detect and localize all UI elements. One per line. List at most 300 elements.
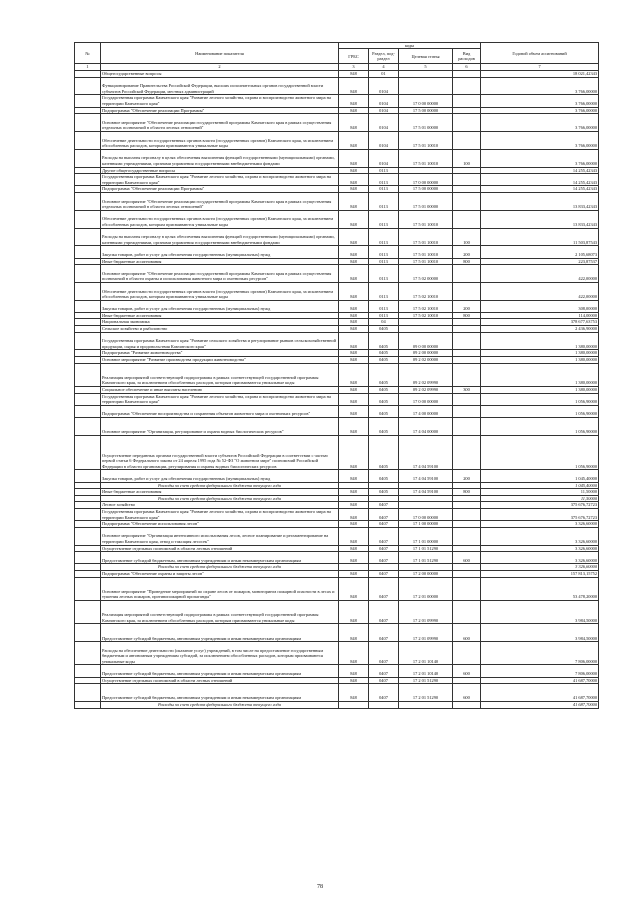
row-razdel-cell: 0407 bbox=[369, 665, 399, 677]
row-name-cell: Предоставление субсидий бюджетным, автономным учреждениям и иным некоммерческим организациям bbox=[101, 665, 339, 677]
row-vid-cell: 600 bbox=[453, 624, 481, 642]
row-number-cell bbox=[75, 357, 101, 364]
header-amount: Годовой объем ассигнований bbox=[481, 43, 599, 64]
row-grbs-cell: 848 bbox=[339, 107, 369, 114]
row-razdel-cell: 0104 bbox=[369, 77, 399, 95]
table-row bbox=[75, 300, 599, 312]
row-vid-cell: 600 bbox=[453, 552, 481, 564]
row-amount-cell: 1 380,00000 bbox=[481, 363, 599, 386]
row-vid-cell bbox=[453, 77, 481, 95]
row-amount-cell: 7 806,00000 bbox=[481, 642, 599, 665]
row-csr-cell: 17 5 02 10010 bbox=[399, 300, 453, 312]
row-grbs-cell: 848 bbox=[339, 258, 369, 265]
row-razdel-cell: 0104 bbox=[369, 107, 399, 114]
row-grbs-cell: 848 bbox=[339, 577, 369, 600]
row-razdel-cell: 0407 bbox=[369, 624, 399, 642]
table-row bbox=[75, 470, 599, 482]
row-csr-cell: 17 1 00 00000 bbox=[399, 521, 453, 528]
row-razdel-cell: 0407 bbox=[369, 508, 399, 520]
table-row bbox=[75, 570, 599, 577]
row-number-cell bbox=[75, 502, 101, 509]
row-razdel-cell: 0405 bbox=[369, 393, 399, 405]
row-number-cell bbox=[75, 282, 101, 300]
row-csr-cell: 17 2 00 00000 bbox=[399, 570, 453, 577]
row-razdel-cell: 0405 bbox=[369, 418, 399, 436]
row-vid-cell bbox=[453, 482, 481, 489]
row-amount-cell: 14 255,42343 bbox=[481, 186, 599, 193]
row-amount-cell: 3 766,00000 bbox=[481, 131, 599, 149]
row-razdel-cell: 01 bbox=[369, 71, 399, 78]
row-number-cell bbox=[75, 521, 101, 528]
row-razdel-cell: 0407 bbox=[369, 570, 399, 577]
row-csr-cell: 17 2 01 00000 bbox=[399, 577, 453, 600]
row-amount-cell: 13 833,42343 bbox=[481, 210, 599, 228]
index-cell: 6 bbox=[453, 64, 481, 71]
table-row bbox=[75, 489, 599, 496]
row-csr-cell: 17 1 01 51290 bbox=[399, 545, 453, 552]
row-vid-cell bbox=[453, 210, 481, 228]
row-csr-cell: 17 5 01 00000 bbox=[399, 114, 453, 132]
row-razdel-cell bbox=[369, 482, 399, 489]
row-name-cell: Осуществление отдельных полномочий в области лесных отношений bbox=[101, 545, 339, 552]
row-amount-cell: 11,50000 bbox=[481, 489, 599, 496]
row-number-cell bbox=[75, 552, 101, 564]
row-csr-cell bbox=[399, 502, 453, 509]
row-number-cell bbox=[75, 77, 101, 95]
row-grbs-cell: 848 bbox=[339, 527, 369, 545]
row-grbs-cell: 848 bbox=[339, 418, 369, 436]
header-row-1 bbox=[75, 43, 599, 49]
row-razdel-cell: 0113 bbox=[369, 312, 399, 319]
row-grbs-cell: 848 bbox=[339, 393, 369, 405]
row-vid-cell bbox=[453, 393, 481, 405]
row-number-cell bbox=[75, 545, 101, 552]
table-row bbox=[75, 228, 599, 246]
row-name-cell: Национальная экономика bbox=[101, 319, 339, 326]
row-grbs-cell: 848 bbox=[339, 489, 369, 496]
row-amount-cell: 1 380,00000 bbox=[481, 357, 599, 364]
row-razdel-cell: 0405 bbox=[369, 350, 399, 357]
row-csr-cell: 17 0 00 00000 bbox=[399, 393, 453, 405]
row-csr-cell: 17 2 01 09990 bbox=[399, 624, 453, 642]
page-number: 78 bbox=[317, 884, 323, 890]
row-vid-cell: 800 bbox=[453, 258, 481, 265]
row-name-cell: Закупка товаров, работ и услуг для обеспечения государственных (муниципальных) нужд bbox=[101, 246, 339, 258]
row-grbs-cell: 848 bbox=[339, 521, 369, 528]
federal-subtotal-row bbox=[75, 702, 599, 709]
row-name-cell: Обеспечение деятельности государственных органов власти (государственных органов) Камчатского края, за исключением обособленных расходов, которым присваиваются уникальные коды bbox=[101, 282, 339, 300]
row-vid-cell bbox=[453, 71, 481, 78]
row-csr-cell bbox=[399, 702, 453, 709]
row-csr-cell bbox=[399, 564, 453, 571]
row-razdel-cell: 0407 bbox=[369, 545, 399, 552]
row-vid-cell bbox=[453, 282, 481, 300]
row-csr-cell: 17 5 01 10010 bbox=[399, 246, 453, 258]
row-number-cell bbox=[75, 570, 101, 577]
row-razdel-cell: 0405 bbox=[369, 489, 399, 496]
table-row bbox=[75, 387, 599, 394]
row-razdel-cell: 0405 bbox=[369, 332, 399, 350]
row-grbs-cell: 848 bbox=[339, 319, 369, 326]
row-razdel-cell: 0113 bbox=[369, 246, 399, 258]
row-name-cell: Осуществление отдельных полномочий в области лесных отношений bbox=[101, 677, 339, 684]
row-razdel-cell: 0113 bbox=[369, 265, 399, 283]
row-vid-cell bbox=[453, 350, 481, 357]
row-razdel-cell: 0104 bbox=[369, 95, 399, 107]
row-vid-cell bbox=[453, 363, 481, 386]
table-row bbox=[75, 677, 599, 684]
row-amount-cell: 3 766,00000 bbox=[481, 114, 599, 132]
row-razdel-cell: 0113 bbox=[369, 186, 399, 193]
row-razdel-cell: 0407 bbox=[369, 642, 399, 665]
row-grbs-cell: 848 bbox=[339, 174, 369, 186]
row-csr-cell: 09 2 02 09990 bbox=[399, 363, 453, 386]
row-grbs-cell: 848 bbox=[339, 246, 369, 258]
row-name-cell: Иные бюджетные ассигнования bbox=[101, 489, 339, 496]
row-razdel-cell: 0407 bbox=[369, 527, 399, 545]
row-grbs-cell: 848 bbox=[339, 77, 369, 95]
row-name-cell: Обеспечение деятельности государственных органов власти (государственных органов) Камчатского края, за исключением обособленных расходов, которым присваиваются уникальные коды bbox=[101, 210, 339, 228]
row-amount-cell: 53 478,20000 bbox=[481, 577, 599, 600]
row-csr-cell bbox=[399, 495, 453, 502]
row-name-cell: Иные бюджетные ассигнования bbox=[101, 312, 339, 319]
row-name-cell: Расходы за счет средств федерального бюджета текущего года bbox=[101, 495, 339, 502]
row-grbs-cell: 848 bbox=[339, 677, 369, 684]
row-amount-cell: 41 687,70000 bbox=[481, 702, 599, 709]
row-number-cell bbox=[75, 210, 101, 228]
row-csr-cell: 17 5 01 10010 bbox=[399, 131, 453, 149]
row-grbs-cell: 848 bbox=[339, 114, 369, 132]
row-name-cell: Основное мероприятие "Организация, регулирование и охрана водных биологических ресурсов" bbox=[101, 418, 339, 436]
table-row bbox=[75, 265, 599, 283]
row-amount-cell: 7 806,00000 bbox=[481, 665, 599, 677]
row-name-cell: Обеспечение деятельности государственных органов власти (государственных органов) Камчатского края, за исключением обособленных расходов, которым присваиваются уникальные коды bbox=[101, 131, 339, 149]
table-row bbox=[75, 312, 599, 319]
row-number-cell bbox=[75, 495, 101, 502]
row-razdel-cell: 0405 bbox=[369, 387, 399, 394]
row-amount-cell: 3 326,60000 bbox=[481, 545, 599, 552]
row-grbs-cell bbox=[339, 482, 369, 489]
row-grbs-cell bbox=[339, 495, 369, 502]
row-csr-cell: 09 2 02 09990 bbox=[399, 387, 453, 394]
row-razdel-cell: 0407 bbox=[369, 521, 399, 528]
row-vid-cell bbox=[453, 570, 481, 577]
index-cell: 3 bbox=[339, 64, 369, 71]
index-cell: 7 bbox=[481, 64, 599, 71]
row-razdel-cell: 0405 bbox=[369, 405, 399, 417]
row-vid-cell: 100 bbox=[453, 228, 481, 246]
row-csr-cell: 17 5 01 10010 bbox=[399, 210, 453, 228]
row-amount-cell: 14 255,42343 bbox=[481, 174, 599, 186]
row-name-cell: Государственная программа Камчатского края "Развитие лесного хозяйства, охрана и воспроизводство животного мира на территории Камчатского края" bbox=[101, 95, 339, 107]
row-amount-cell: 11 503,87543 bbox=[481, 228, 599, 246]
row-csr-cell: 17 5 02 00000 bbox=[399, 265, 453, 283]
row-number-cell bbox=[75, 131, 101, 149]
row-vid-cell bbox=[453, 600, 481, 623]
row-amount-cell: 1 056,90000 bbox=[481, 418, 599, 436]
row-grbs-cell: 848 bbox=[339, 508, 369, 520]
row-amount-cell: 422,00000 bbox=[481, 265, 599, 283]
row-number-cell bbox=[75, 174, 101, 186]
table-row bbox=[75, 77, 599, 95]
row-csr-cell: 17 2 01 51290 bbox=[399, 684, 453, 702]
row-name-cell: Лесное хозяйство bbox=[101, 502, 339, 509]
row-amount-cell: 378 677,63753 bbox=[481, 319, 599, 326]
header-name: Наименование показателя bbox=[101, 43, 339, 64]
row-razdel-cell: 0405 bbox=[369, 435, 399, 470]
row-number-cell bbox=[75, 482, 101, 489]
row-grbs-cell: 848 bbox=[339, 282, 369, 300]
row-vid-cell bbox=[453, 357, 481, 364]
row-razdel-cell: 04 bbox=[369, 319, 399, 326]
row-amount-cell: 1 056,90000 bbox=[481, 405, 599, 417]
row-grbs-cell: 848 bbox=[339, 435, 369, 470]
row-number-cell bbox=[75, 312, 101, 319]
row-number-cell bbox=[75, 258, 101, 265]
row-csr-cell: 17 1 01 51290 bbox=[399, 552, 453, 564]
row-grbs-cell: 848 bbox=[339, 332, 369, 350]
row-grbs-cell: 848 bbox=[339, 665, 369, 677]
row-vid-cell bbox=[453, 265, 481, 283]
row-name-cell: Расходы на выплаты персоналу в целях обеспечения выполнения функций государственными (муниципальными) органами, казенными учреждениями, органами управления государственными внебюджетными фондами bbox=[101, 228, 339, 246]
row-amount-cell: 3 326,60000 bbox=[481, 564, 599, 571]
budget-table bbox=[74, 42, 599, 709]
row-vid-cell bbox=[453, 435, 481, 470]
row-name-cell: Расходы за счет средств федерального бюджета текущего года bbox=[101, 482, 339, 489]
row-amount-cell: 13 833,42343 bbox=[481, 192, 599, 210]
row-vid-cell bbox=[453, 564, 481, 571]
row-vid-cell: 800 bbox=[453, 489, 481, 496]
row-number-cell bbox=[75, 387, 101, 394]
row-csr-cell: 09 2 00 00000 bbox=[399, 350, 453, 357]
row-vid-cell: 100 bbox=[453, 149, 481, 167]
row-csr-cell: 17 5 01 00000 bbox=[399, 192, 453, 210]
row-name-cell: Подпрограмма "Развитие животноводства" bbox=[101, 350, 339, 357]
row-razdel-cell: 0407 bbox=[369, 677, 399, 684]
row-grbs-cell: 848 bbox=[339, 210, 369, 228]
row-razdel-cell: 0407 bbox=[369, 577, 399, 600]
row-amount-cell: 375 676,72723 bbox=[481, 502, 599, 509]
table-row bbox=[75, 258, 599, 265]
row-name-cell: Расходы на обеспечение деятельности (оказание услуг) учреждений, в том числе на предоставление государственным бюджетным и автономным учреждениям субсидий, за исключением обособленных расходов, которым присваиваются уникальные коды bbox=[101, 642, 339, 665]
row-razdel-cell: 0407 bbox=[369, 552, 399, 564]
row-name-cell: Основное мероприятие "Организация интенсивного использования лесов, лесное планирование и регламентирование на территории Камчатского края, отвод и таксация лесосек" bbox=[101, 527, 339, 545]
row-vid-cell bbox=[453, 131, 481, 149]
row-vid-cell: 600 bbox=[453, 684, 481, 702]
row-name-cell: Основное мероприятие "Обеспечение реализации государственной программы Камчатского края в рамках осуществления отдельных полномочий в области лесных отношений" bbox=[101, 192, 339, 210]
index-cell: 5 bbox=[399, 64, 453, 71]
row-grbs-cell: 848 bbox=[339, 312, 369, 319]
row-razdel-cell: 0113 bbox=[369, 167, 399, 174]
row-csr-cell: 17 5 00 00000 bbox=[399, 186, 453, 193]
row-name-cell: Подпрограмма "Обеспечение использования лесов" bbox=[101, 521, 339, 528]
row-grbs-cell: 848 bbox=[339, 600, 369, 623]
row-amount-cell: 375 676,72723 bbox=[481, 508, 599, 520]
row-amount-cell: 2 105,68073 bbox=[481, 246, 599, 258]
row-grbs-cell: 848 bbox=[339, 71, 369, 78]
row-amount-cell: 11,50000 bbox=[481, 495, 599, 502]
row-grbs-cell: 848 bbox=[339, 684, 369, 702]
row-vid-cell bbox=[453, 545, 481, 552]
row-number-cell bbox=[75, 114, 101, 132]
row-name-cell: Основное мероприятие "Развитие производства продукции животноводства" bbox=[101, 357, 339, 364]
table-row bbox=[75, 350, 599, 357]
row-csr-cell: 17 2 01 51290 bbox=[399, 677, 453, 684]
table-row bbox=[75, 521, 599, 528]
row-razdel-cell: 0113 bbox=[369, 210, 399, 228]
table-row bbox=[75, 418, 599, 436]
row-razdel-cell: 0113 bbox=[369, 228, 399, 246]
table-row bbox=[75, 326, 599, 333]
row-grbs-cell: 848 bbox=[339, 95, 369, 107]
row-amount-cell: 1 056,90000 bbox=[481, 393, 599, 405]
row-number-cell bbox=[75, 186, 101, 193]
row-name-cell: Государственная программа Камчатского края "Развитие лесного хозяйства, охрана и воспроизводство животного мира на территории Камчатского края" bbox=[101, 174, 339, 186]
row-csr-cell: 17 5 01 10010 bbox=[399, 149, 453, 167]
row-amount-cell: 3 984,50000 bbox=[481, 624, 599, 642]
row-amount-cell: 3 766,00000 bbox=[481, 95, 599, 107]
row-name-cell: Закупка товаров, работ и услуг для обеспечения государственных (муниципальных) нужд bbox=[101, 300, 339, 312]
row-vid-cell: 200 bbox=[453, 300, 481, 312]
row-number-cell bbox=[75, 265, 101, 283]
row-name-cell: Социальное обеспечение и иные выплаты населению bbox=[101, 387, 339, 394]
row-razdel-cell bbox=[369, 564, 399, 571]
row-number-cell bbox=[75, 350, 101, 357]
table-row bbox=[75, 502, 599, 509]
row-csr-cell: 17 5 02 10010 bbox=[399, 312, 453, 319]
row-razdel-cell: 0407 bbox=[369, 600, 399, 623]
row-grbs-cell: 848 bbox=[339, 387, 369, 394]
row-grbs-cell: 848 bbox=[339, 326, 369, 333]
table-row bbox=[75, 114, 599, 132]
row-amount-cell: 1 045,40000 bbox=[481, 470, 599, 482]
row-razdel-cell: 0405 bbox=[369, 363, 399, 386]
row-razdel-cell: 0407 bbox=[369, 684, 399, 702]
row-csr-cell: 09 0 00 00000 bbox=[399, 332, 453, 350]
row-name-cell: Расходы за счет средств федерального бюджета текущего года bbox=[101, 564, 339, 571]
row-name-cell: Основное мероприятие "Обеспечение реализации государственной программы Камчатского края в рамках осуществления полномочий в области охраны и использования животного мира и охотничьих ресурсов" bbox=[101, 265, 339, 283]
row-name-cell: Сельское хозяйство и рыболовство bbox=[101, 326, 339, 333]
row-name-cell: Подпрограмма "Обеспечение воспроизводства и сохранения объектов животного мира и охотничьих ресурсов" bbox=[101, 405, 339, 417]
row-csr-cell: 17 1 01 00000 bbox=[399, 527, 453, 545]
row-csr-cell bbox=[399, 77, 453, 95]
row-grbs-cell: 848 bbox=[339, 300, 369, 312]
table-row bbox=[75, 107, 599, 114]
index-cell: 4 bbox=[369, 64, 399, 71]
row-vid-cell: 800 bbox=[453, 312, 481, 319]
row-grbs-cell bbox=[339, 702, 369, 709]
table-row bbox=[75, 332, 599, 350]
row-vid-cell bbox=[453, 114, 481, 132]
row-amount-cell: 1 045,40000 bbox=[481, 482, 599, 489]
row-number-cell bbox=[75, 192, 101, 210]
header-num: № bbox=[75, 43, 101, 64]
header-grbs: ГРБС bbox=[339, 49, 369, 64]
row-number-cell bbox=[75, 405, 101, 417]
row-grbs-cell: 848 bbox=[339, 642, 369, 665]
row-number-cell bbox=[75, 677, 101, 684]
row-name-cell: Государственная программа Камчатского края "Развитие лесного хозяйства, охрана и воспроизводство животного мира на территории Камчатского края" bbox=[101, 393, 339, 405]
table-row bbox=[75, 174, 599, 186]
row-name-cell: Государственная программа Камчатского края "Развитие лесного хозяйства, охрана и воспроизводство животного мира на территории Камчатского края" bbox=[101, 508, 339, 520]
row-razdel-cell: 0113 bbox=[369, 258, 399, 265]
row-amount-cell: 41 687,70000 bbox=[481, 677, 599, 684]
row-name-cell: Иные бюджетные ассигнования bbox=[101, 258, 339, 265]
row-grbs-cell: 848 bbox=[339, 149, 369, 167]
row-csr-cell: 17 2 01 10140 bbox=[399, 642, 453, 665]
table-row bbox=[75, 435, 599, 470]
federal-subtotal-row bbox=[75, 495, 599, 502]
row-csr-cell: 17 0 00 00000 bbox=[399, 95, 453, 107]
row-vid-cell bbox=[453, 192, 481, 210]
budget-rows bbox=[75, 71, 599, 709]
row-grbs-cell: 848 bbox=[339, 228, 369, 246]
row-amount-cell: 1 056,90000 bbox=[481, 435, 599, 470]
row-amount-cell: 3 766,00000 bbox=[481, 77, 599, 95]
row-amount-cell: 1 380,00000 bbox=[481, 332, 599, 350]
row-csr-cell: 17 4 00 00000 bbox=[399, 405, 453, 417]
row-number-cell bbox=[75, 577, 101, 600]
row-vid-cell bbox=[453, 332, 481, 350]
row-vid-cell bbox=[453, 174, 481, 186]
row-grbs-cell: 848 bbox=[339, 545, 369, 552]
row-vid-cell bbox=[453, 521, 481, 528]
table-row bbox=[75, 600, 599, 623]
row-csr-cell: 09 2 02 00000 bbox=[399, 357, 453, 364]
row-csr-cell: 17 0 00 00000 bbox=[399, 174, 453, 186]
table-row bbox=[75, 527, 599, 545]
row-vid-cell bbox=[453, 405, 481, 417]
row-csr-cell: 17 2 01 10140 bbox=[399, 665, 453, 677]
row-amount-cell: 3 766,00000 bbox=[481, 107, 599, 114]
row-grbs-cell: 848 bbox=[339, 131, 369, 149]
row-vid-cell: 600 bbox=[453, 665, 481, 677]
row-csr-cell: 17 4 04 59100 bbox=[399, 489, 453, 496]
row-number-cell bbox=[75, 393, 101, 405]
row-razdel-cell: 0113 bbox=[369, 282, 399, 300]
row-razdel-cell: 0405 bbox=[369, 326, 399, 333]
row-number-cell bbox=[75, 642, 101, 665]
row-name-cell: Общегосударственные вопросы bbox=[101, 71, 339, 78]
table-row bbox=[75, 545, 599, 552]
row-number-cell bbox=[75, 332, 101, 350]
table-row bbox=[75, 363, 599, 386]
row-amount-cell: 1 380,00000 bbox=[481, 350, 599, 357]
header-csr: Целевая статья bbox=[399, 49, 453, 64]
row-name-cell: Предоставление субсидий бюджетным, автономным учреждениям и иным некоммерческим организациям bbox=[101, 684, 339, 702]
header-vid: Вид расходов bbox=[453, 49, 481, 64]
row-number-cell bbox=[75, 665, 101, 677]
table-row bbox=[75, 149, 599, 167]
table-row bbox=[75, 684, 599, 702]
row-number-cell bbox=[75, 489, 101, 496]
table-row bbox=[75, 552, 599, 564]
row-name-cell: Государственная программа Камчатского края "Развитие сельского хозяйства и регулирование рынков сельскохозяйственной продукции, сырья и продовольствия Камчатского края" bbox=[101, 332, 339, 350]
row-number-cell bbox=[75, 508, 101, 520]
row-name-cell: Функционирование Правительства Российской Федерации, высших исполнительных органов государственной власти субъектов Российской Федерации, местных администраций bbox=[101, 77, 339, 95]
row-vid-cell bbox=[453, 642, 481, 665]
row-csr-cell: 17 0 00 00000 bbox=[399, 508, 453, 520]
row-csr-cell bbox=[399, 482, 453, 489]
row-grbs-cell: 848 bbox=[339, 363, 369, 386]
table-row bbox=[75, 186, 599, 193]
row-amount-cell: 3 984,50000 bbox=[481, 600, 599, 623]
header-razdel: Раздел, под-раздел bbox=[369, 49, 399, 64]
row-number-cell bbox=[75, 107, 101, 114]
row-grbs-cell: 848 bbox=[339, 192, 369, 210]
row-vid-cell bbox=[453, 418, 481, 436]
row-number-cell bbox=[75, 228, 101, 246]
